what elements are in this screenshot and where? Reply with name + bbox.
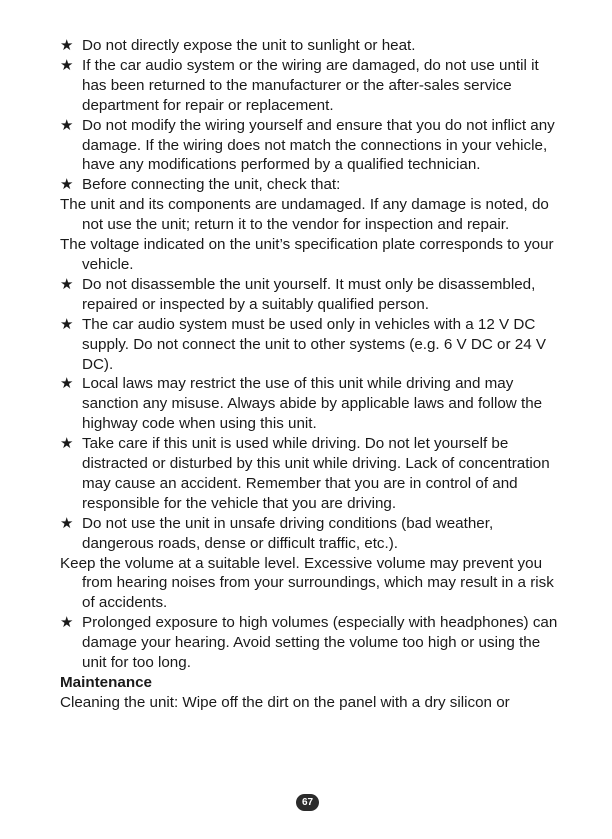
page-number: 67	[296, 794, 319, 811]
section-heading: Maintenance	[60, 674, 152, 691]
star-bullet-icon: ★	[60, 435, 74, 453]
star-bullet-icon: ★	[60, 375, 74, 393]
paragraph: The unit and its components are undamaged. If any damage is noted, do not use the unit; return it to the vendor for inspection and repair.	[60, 196, 549, 234]
bullet-text: The car audio system must be used only in vehicles with a 12 V DC supply. Do not connect the unit to other systems (e.g. 6 V DC or 24 V DC).	[82, 315, 547, 373]
bullet-text: Take care if this unit is used while driving. Do not let yourself be distracted or disturbed by this unit while driving. Lack of concentration may cause an accident. Remember that you are in control of and responsible for the vehicle that you are driving.	[82, 435, 550, 512]
bullet-text: Do not directly expose the unit to sunlight or heat.	[82, 37, 416, 54]
bullet-text: Prolonged exposure to high volumes (especially with headphones) can damage your hearing. Avoid setting the volume too high or using the unit for too long.	[82, 614, 558, 672]
star-bullet-icon: ★	[60, 315, 74, 333]
paragraph: The voltage indicated on the unit’s specification plate corresponds to your vehicle.	[60, 236, 554, 273]
bullet-text: Local laws may restrict the use of this unit while driving and may sanction any misuse. Always abide by applicable laws and follow the highway code when using this unit.	[82, 375, 543, 433]
bullet-item	[60, 434, 560, 514]
star-bullet-icon: ★	[60, 614, 74, 632]
bullet-text: If the car audio system or the wiring are damaged, do not use until it has been returned to the manufacturer or the after-sales service department for repair or replacement.	[82, 56, 539, 114]
paragraph: Keep the volume at a suitable level. Excessive volume may prevent you from hearing noises from your surroundings, which may result in a risk of accidents.	[60, 554, 554, 612]
paragraph: Cleaning the unit: Wipe off the dirt on the panel with a dry silicon or	[60, 693, 510, 711]
bullet-item	[60, 315, 560, 375]
bullet-item	[60, 514, 560, 554]
bullet-item	[60, 56, 560, 116]
bullet-item	[60, 374, 560, 434]
star-bullet-icon: ★	[60, 116, 74, 134]
bullet-text: Do not modify the wiring yourself and ensure that you do not inflict any damage. If the wiring does not match the connections in your vehicle, have any modifications performed by a qualified technician.	[82, 116, 555, 174]
star-bullet-icon: ★	[60, 56, 74, 74]
bullet-item	[60, 116, 560, 176]
bullet-text: Do not use the unit in unsafe driving conditions (bad weather, dangerous roads, dense or difficult traffic, etc.).	[82, 514, 494, 552]
bullet-item	[60, 613, 560, 673]
bullet-item	[60, 36, 560, 56]
safety-instructions	[60, 36, 560, 713]
star-bullet-icon: ★	[60, 275, 74, 293]
bullet-text: Do not disassemble the unit yourself. It must only be disassembled, repaired or inspected by a suitably qualified person.	[82, 275, 536, 313]
star-bullet-icon: ★	[60, 514, 74, 532]
bullet-text: Before connecting the unit, check that:	[82, 176, 341, 194]
star-bullet-icon: ★	[60, 176, 74, 194]
bullet-item	[60, 275, 560, 315]
bullet-item	[60, 175, 560, 195]
star-bullet-icon: ★	[60, 37, 74, 54]
